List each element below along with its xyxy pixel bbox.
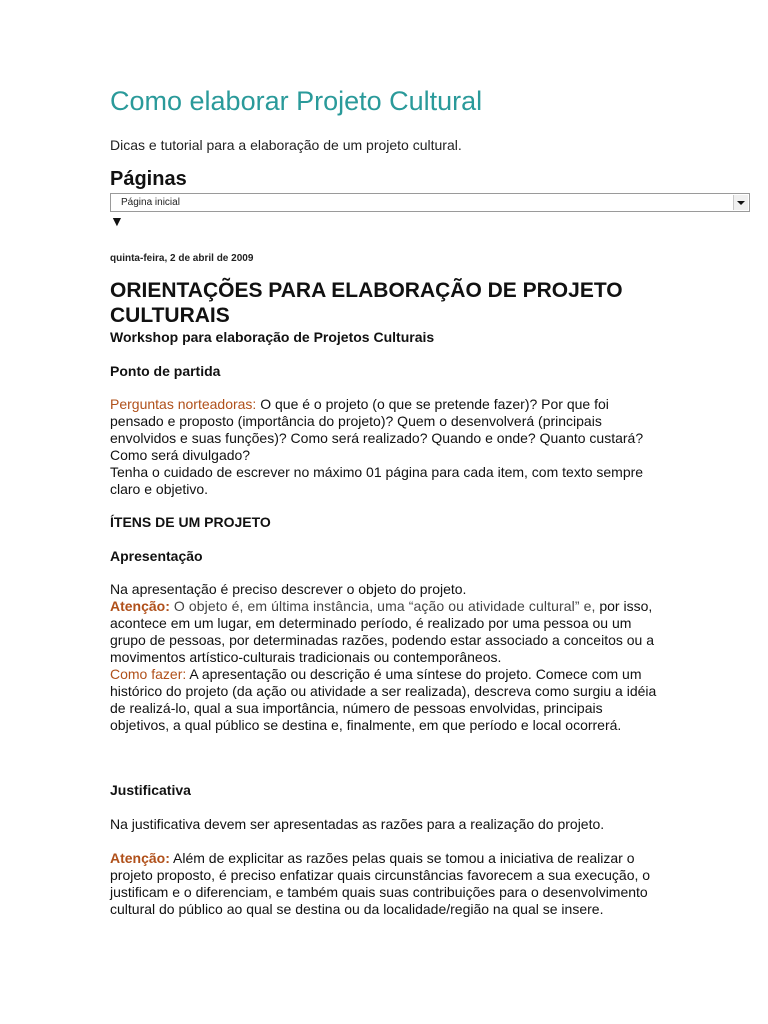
atencao2-text: Além de explicitar as razões pelas quais se tomou a iniciativa de realizar o projeto proposto, é preciso enfatizar quais circunstâncias favorecem a sua execução, o justificam e o diferenciam, e também quais suas contribuições para o desenvolvimento cultural do público ao qual se destina ou da localidade/região na qual se insere.: [110, 850, 651, 917]
heading-justificativa: Justificativa: [110, 782, 191, 798]
atencao2-label: Atenção:: [110, 850, 170, 866]
pages-select[interactable]: [110, 193, 750, 212]
pages-select-value: Página inicial: [121, 197, 180, 208]
heading-itens: ÍTENS DE UM PROJETO: [110, 514, 271, 530]
blog-title[interactable]: Como elaborar Projeto Cultural: [110, 86, 483, 116]
atencao-label: Atenção:: [110, 598, 170, 614]
como-fazer-text: A apresentação ou descrição é uma síntese do projeto. Comece com um histórico do projeto (da ação ou atividade a ser realizada), descreva como surgiu a idéia de realizá-lo, qual a sua importância, número de pessoas envolvidas, principais objetivos, a qual público se destina e, finalmente, em que período e local ocorrerá.: [110, 666, 657, 733]
atencao-light-text: O objeto é, em última instância, uma “ação ou atividade cultural” e,: [169, 598, 596, 614]
triangle-down-icon: ▼: [110, 213, 124, 229]
post-subtitle: Workshop para elaboração de Projetos Culturais: [110, 329, 435, 345]
heading-apresentacao: Apresentação: [110, 548, 203, 564]
post-date: quinta-feira, 2 de abril de 2009: [110, 253, 254, 264]
como-fazer-label: Como fazer:: [110, 666, 187, 682]
perguntas-label: Perguntas norteadoras:: [110, 396, 257, 412]
cuidado-text: Tenha o cuidado de escrever no máximo 01 página para cada item, com texto sempre claro e objetivo.: [110, 464, 644, 497]
pages-heading: Páginas: [110, 168, 187, 190]
justificativa-intro: Na justificativa devem ser apresentadas as razões para a realização do projeto.: [110, 816, 605, 832]
perguntas-paragraph: [110, 396, 660, 498]
blog-description: Dicas e tutorial para a elaboração de um projeto cultural.: [110, 137, 462, 153]
dropdown-arrow-icon[interactable]: [733, 195, 748, 210]
heading-ponto-de-partida: Ponto de partida: [110, 363, 221, 379]
perguntas-text: O que é o projeto (o que se pretende fazer)? Por que foi pensado e proposto (importância do projeto)? Quem o desenvolverá (principais envolvidos e suas funções)? Como será realizado? Quando e onde? Quanto custará? Como será divulgado?: [110, 396, 644, 463]
apresentacao-intro: Na apresentação é preciso descrever o objeto do projeto.: [110, 581, 467, 597]
apresentacao-paragraph: [110, 581, 660, 734]
justificativa-atencao-paragraph: [110, 850, 660, 918]
post-title[interactable]: ORIENTAÇÕES PARA ELABORAÇÃO DE PROJETO CULTURAIS: [110, 279, 623, 327]
atencao-text: por isso, acontece em um lugar, em determinado período, é realizado por uma pessoa ou um grupo de pessoas, por determinadas razões, podendo estar associado a conceitos ou a movimentos artístico-culturais tradicionais ou contemporâneos.: [110, 598, 655, 665]
